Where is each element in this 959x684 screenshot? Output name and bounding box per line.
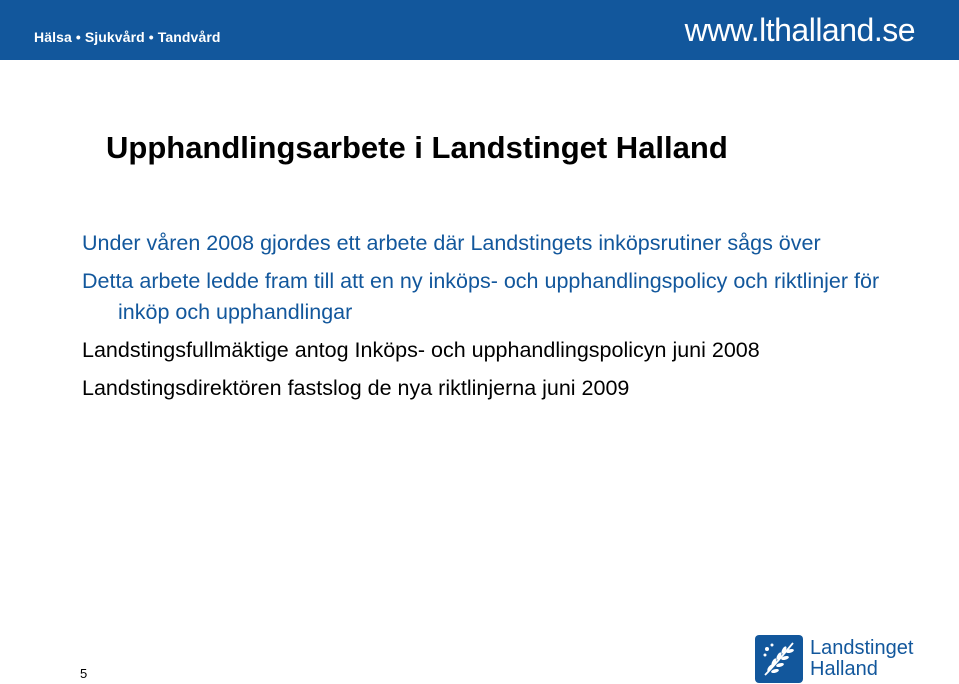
page-number: 5: [80, 666, 88, 681]
bullet-item-2: Detta arbete ledde fram till att en ny inköps- och upphandlingspolicy och riktlinjer för inköp och upphandlingar: [82, 269, 880, 324]
bullet-item-3: Landstingsfullmäktige antog Inköps- och upphandlingspolicyn juni 2008: [82, 338, 760, 362]
bullet-item-1: Under våren 2008 gjordes ett arbete där Landstingets inköpsrutiner sågs över: [82, 231, 821, 255]
bullet-list: [82, 228, 922, 411]
header-bar: [0, 0, 959, 60]
logo-line-2: Halland: [810, 658, 878, 680]
slide-title: Upphandlingsarbete i Landstinget Halland: [106, 130, 728, 165]
landstinget-halland-logo: [755, 635, 925, 683]
header-url: www.lthalland.se: [684, 12, 915, 48]
logo-wordmark: [810, 638, 913, 680]
laurel-branch-icon: [755, 635, 803, 683]
header-tagline: Hälsa • Sjukvård • Tandvård: [34, 29, 221, 45]
logo-line-1: Landstinget: [810, 637, 914, 659]
bullet-item-4: Landstingsdirektören fastslog de nya riktlinjerna juni 2009: [82, 376, 630, 400]
